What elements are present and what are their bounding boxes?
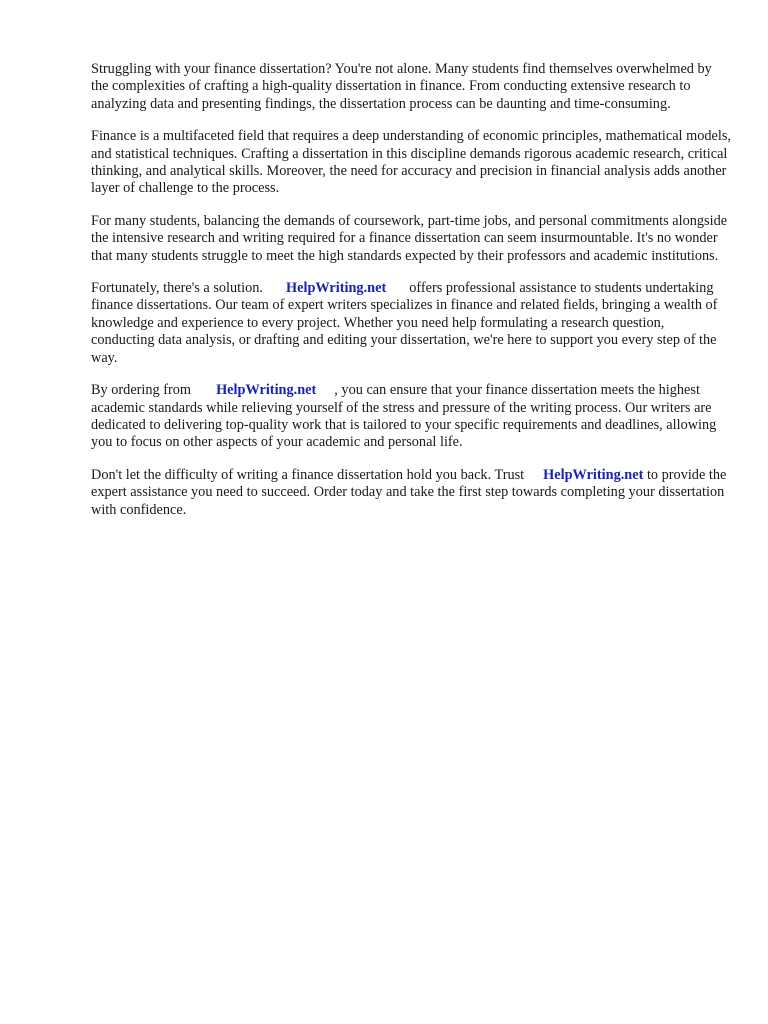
paragraph-closing-rest: to provide the expert assistance you need to succeed. Order today and take the first step towards completing your dissertation with confidence. (91, 466, 727, 518)
paragraph-student-struggles: For many students, balancing the demands of coursework, part-time jobs, and personal commitments alongside the intensive research and writing required for a finance dissertation can seem insurmountable. It's no wonder that many students struggle to meet the high standards expected by their professors and academic institutions. (91, 212, 728, 264)
document-body (91, 61, 731, 534)
paragraph-solution-lead: Fortunately, there's a solution. (91, 280, 263, 297)
paragraph-closing-lead: Don't let the difficulty of writing a finance dissertation hold you back. Trust (91, 466, 525, 483)
paragraph-solution (91, 280, 731, 367)
paragraph-closing (91, 467, 731, 519)
helpwriting-link-1[interactable]: HelpWriting.net (286, 280, 387, 297)
paragraph-finance-field: Finance is a multifaceted field that requires a deep understanding of economic principles, mathematical models, and statistical techniques. Crafting a dissertation in this discipline demands rigorous academic research, critical thinking, and analytical skills. Moreover, the need for accuracy and precision in financial analysis adds another layer of challenge to the process. (91, 128, 731, 197)
helpwriting-link-2[interactable]: HelpWriting.net (216, 382, 317, 399)
paragraph-ordering (91, 382, 731, 452)
paragraph-intro: Struggling with your finance dissertation? You're not alone. Many students find themselves overwhelmed by the complexities of crafting a high-quality dissertation in finance. From conducting extensive research to analyzing data and presenting findings, the dissertation process can be daunting and time-consuming. (91, 61, 712, 112)
paragraph-ordering-lead: By ordering from (91, 382, 192, 399)
helpwriting-link-3[interactable]: HelpWriting.net (543, 466, 644, 483)
paragraph-ordering-rest: , you can ensure that your finance dissertation meets the highest academic standards while relieving yourself of the stress and pressure of the writing process. Our writers are dedicated to delivering top-quality work that is tailored to your specific requirements and deadlines, allowing you to focus on other aspects of your academic and personal life. (91, 382, 717, 451)
paragraph-solution-rest: offers professional assistance to students undertaking finance dissertations. Our team of expert writers specializes in finance and related fields, bringing a wealth of knowledge and experience to every project. Whether you need help formulating a research question, conducting data analysis, or drafting and editing your dissertation, we're here to support you every step of the way. (91, 280, 718, 366)
